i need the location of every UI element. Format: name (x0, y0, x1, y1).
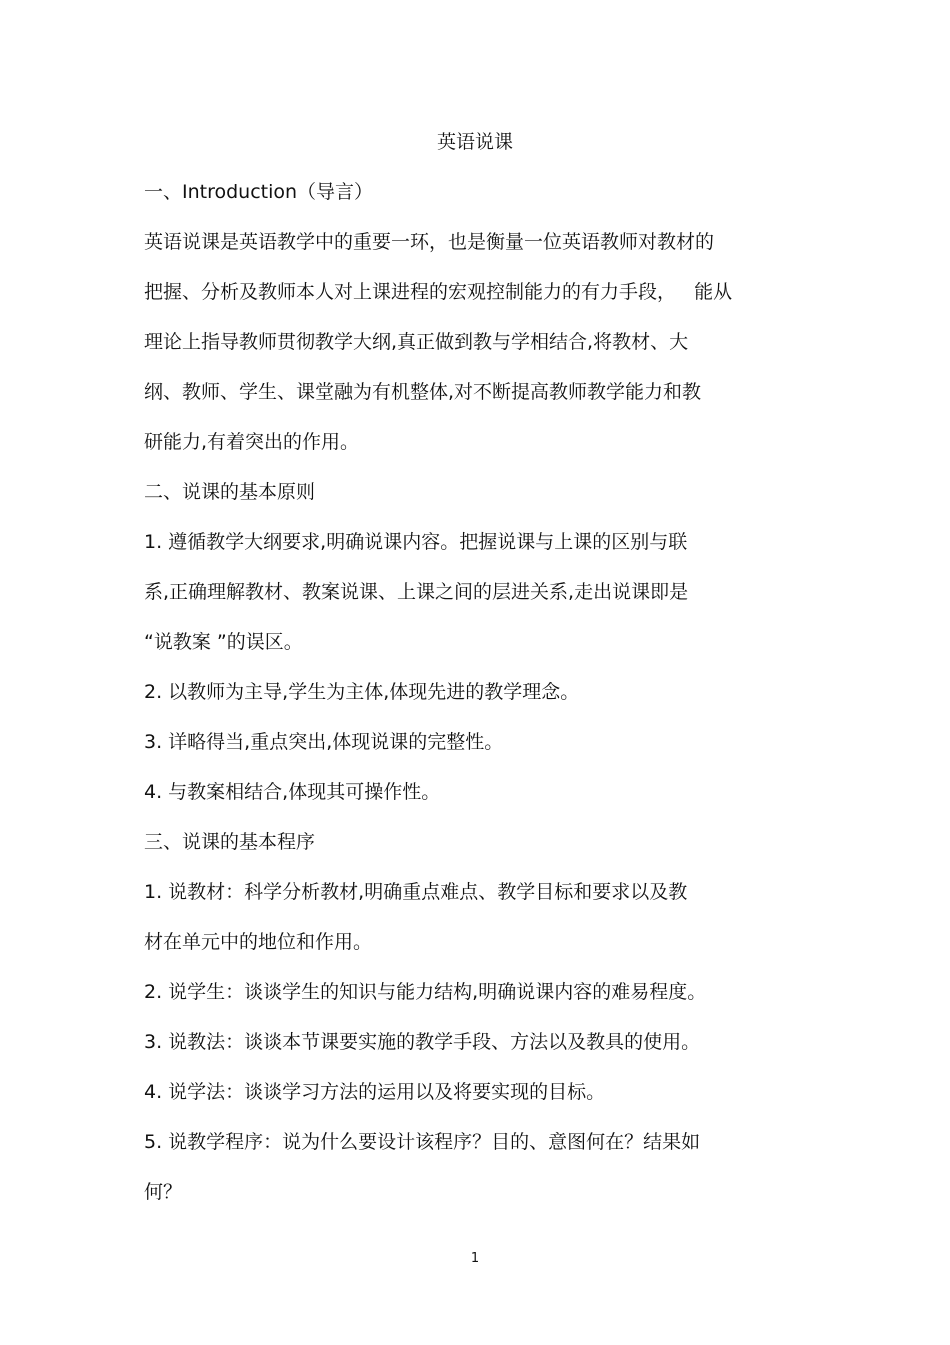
list-item: 4. 说学法：谈谈学习方法的运用以及将要实现的目标。 (144, 1081, 606, 1103)
list-item-continued: 何？ (144, 1181, 183, 1203)
list-item: 5. 说教学程序：说为什么要设计该程序？目的、意图何在？结果如 (144, 1131, 701, 1153)
paragraph-line: 纲、教师、学生、课堂融为有机整体,对不断提高教师教学能力和教 (144, 381, 702, 403)
list-item-continued: 系,正确理解教材、教案说课、上课之间的层进关系,走出说课即是 (144, 581, 689, 603)
list-item: 3. 详略得当,重点突出,体现说课的完整性。 (144, 731, 504, 753)
paragraph-line: 把握、分析及教师本人对上课进程的宏观控制能力的有力手段， 能从 (144, 281, 733, 303)
paragraph-line: 理论上指导教师贯彻教学大纲,真正做到教与学相结合,将教材、大 (144, 331, 689, 353)
paragraph-line: 研能力,有着突出的作用。 (144, 431, 360, 453)
list-item: 1. 遵循教学大纲要求,明确说课内容。把握说课与上课的区别与联 (144, 531, 688, 553)
heading-basic-procedure: 三、说课的基本程序 (144, 831, 316, 853)
list-item: 2. 以教师为主导,学生为主体,体现先进的教学理念。 (144, 681, 580, 703)
document-title: 英语说课 (436, 131, 513, 153)
list-item: 3. 说教法：谈谈本节课要实施的教学手段、方法以及教具的使用。 (144, 1031, 701, 1053)
paragraph-line: 英语说课是英语教学中的重要一环，也是衡量一位英语教师对教材的 (144, 231, 715, 253)
list-item-continued: 材在单元中的地位和作用。 (144, 931, 373, 953)
list-item: 4. 与教案相结合,体现其可操作性。 (144, 781, 441, 803)
list-item: 2. 说学生：谈谈学生的知识与能力结构,明确说课内容的难易程度。 (144, 981, 707, 1003)
heading-basic-principles: 二、说课的基本原则 (144, 481, 316, 503)
list-item: 1. 说教材：科学分析教材,明确重点难点、教学目标和要求以及教 (144, 881, 688, 903)
heading-introduction: 一、Introduction（导言） (144, 181, 374, 203)
page-number: 1 (470, 1251, 480, 1266)
list-item-continued: “说教案 ”的误区。 (144, 631, 303, 653)
